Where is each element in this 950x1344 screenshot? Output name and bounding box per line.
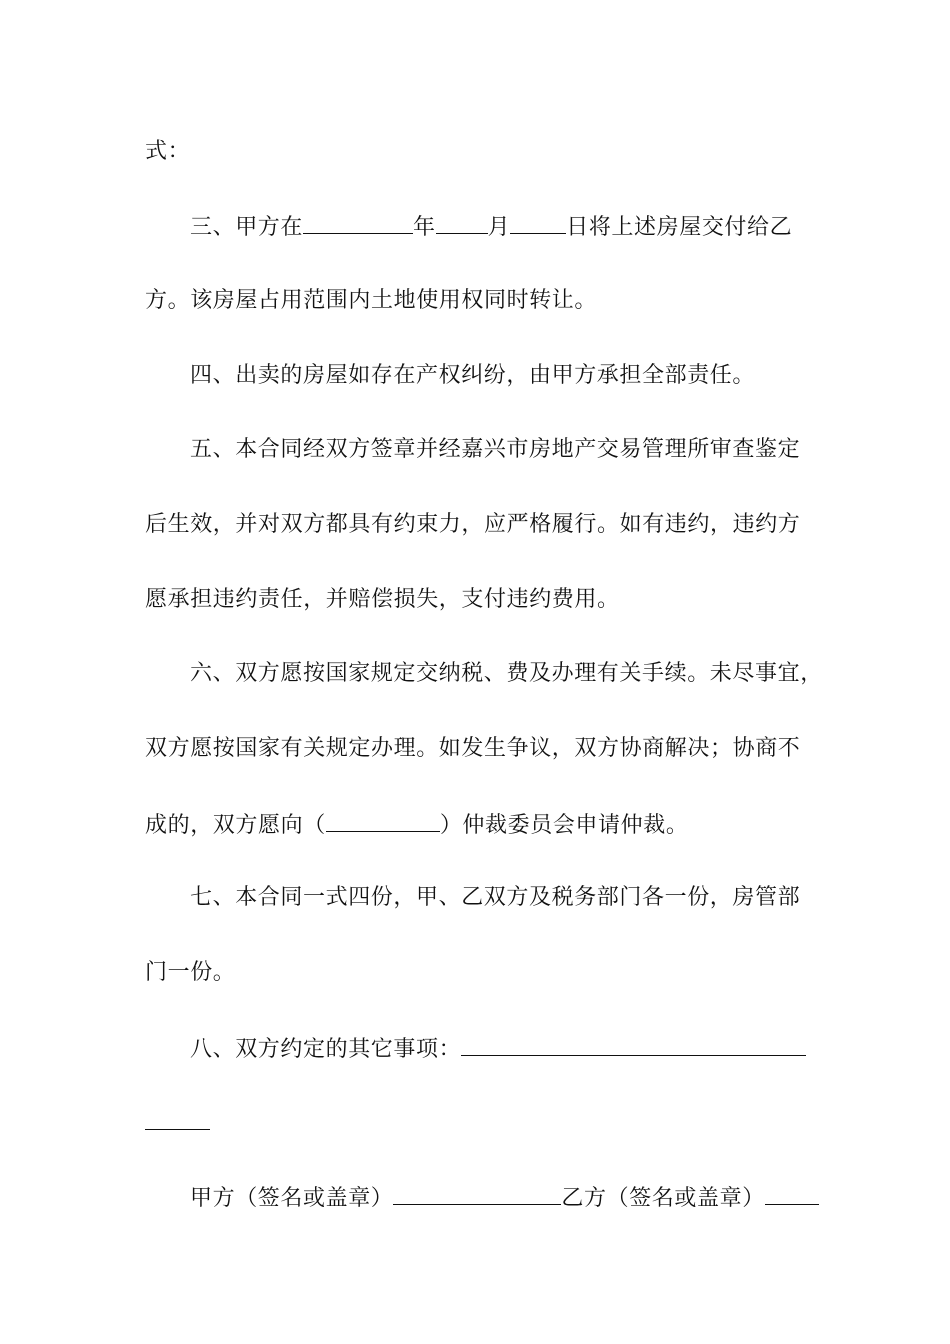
- line-text: 式：: [145, 139, 191, 164]
- clause-7-line-1: [190, 883, 800, 913]
- text-line: [145, 510, 800, 540]
- line-text: 成的，双方愿向（: [145, 813, 326, 838]
- line-text: 月: [487, 215, 511, 240]
- day-blank[interactable]: [510, 211, 566, 234]
- party-b-signature-label: 乙方（签名或盖章）: [561, 1186, 765, 1211]
- clause-8: [190, 1033, 806, 1065]
- signature-line: [190, 1182, 819, 1214]
- party-a-signature-blank[interactable]: [393, 1182, 561, 1205]
- text-line: [145, 734, 800, 764]
- party-a-signature-label: 甲方（签名或盖章）: [190, 1186, 394, 1211]
- line-text: 六、双方愿按国家规定交纳税、费及办理有关手续。未尽事宜，: [190, 661, 823, 686]
- line-text: 方。该房屋占用范围内土地使用权同时转让。: [145, 288, 598, 313]
- line-text: 后生效，并对双方都具有约束力，应严格履行。如有违约，违约方: [145, 512, 801, 537]
- text-line: [145, 958, 235, 988]
- line-text: 三、甲方在: [190, 215, 304, 240]
- text-line: [145, 1107, 210, 1139]
- party-b-signature-blank[interactable]: [765, 1182, 819, 1205]
- arbitration-commission-blank[interactable]: [326, 809, 440, 832]
- clause-6-line-1: [190, 659, 823, 689]
- text-line: [145, 809, 688, 841]
- other-matters-blank[interactable]: [461, 1033, 806, 1056]
- text-line: [145, 286, 597, 316]
- line-text: 八、双方约定的其它事项：: [190, 1037, 462, 1062]
- other-matters-blank-continued[interactable]: [145, 1107, 210, 1130]
- line-text: 年: [413, 215, 436, 240]
- line-text: 四、出卖的房屋如存在产权纠纷，由甲方承担全部责任。: [190, 363, 756, 388]
- text-line: [145, 137, 190, 167]
- clause-5-line-1: [190, 435, 800, 465]
- line-text: 门一份。: [145, 960, 236, 985]
- line-text: 愿承担违约责任，并赔偿损失，支付违约费用。: [145, 587, 620, 612]
- clause-3-line-1: [190, 211, 792, 243]
- line-text: 五、本合同经双方签章并经嘉兴市房地产交易管理所审查鉴定: [190, 437, 801, 462]
- line-text: ）仲裁委员会申请仲裁。: [439, 813, 689, 838]
- line-text: 双方愿按国家有关规定办理。如发生争议，双方协商解决；协商不: [145, 736, 801, 761]
- clause-4: [190, 361, 755, 391]
- month-blank[interactable]: [436, 211, 488, 234]
- line-text: 日将上述房屋交付给乙: [566, 215, 793, 240]
- line-text: 七、本合同一式四份，甲、乙双方及税务部门各一份，房管部: [190, 885, 801, 910]
- year-blank[interactable]: [303, 211, 413, 234]
- text-line: [145, 585, 620, 615]
